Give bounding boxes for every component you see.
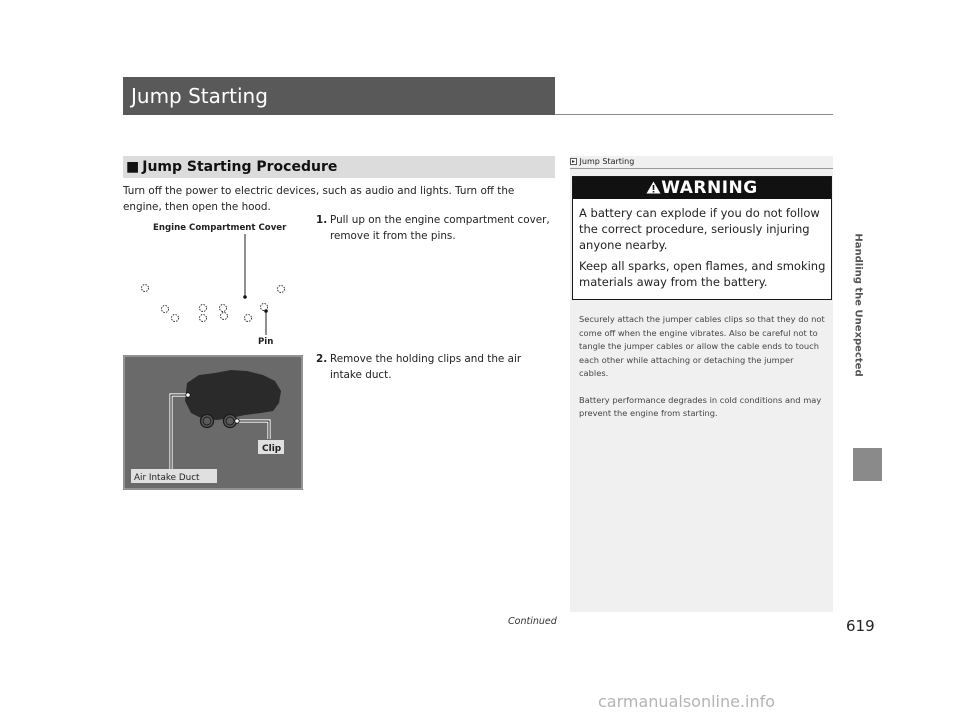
label-pin: Pin (258, 337, 274, 347)
note-battery-cold: Battery performance degrades in cold conditions and may prevent the engine from starting. (579, 394, 822, 418)
label-clip: Clip (262, 444, 282, 454)
intro-text: Turn off the power to electric devices, such as audio and lights. Turn off the engine, then open the hood. (123, 185, 515, 213)
warning-header (573, 177, 831, 199)
section-title: Jump Starting Procedure (142, 159, 338, 175)
step-text: Remove the holding clips and the air intake duct. (330, 353, 522, 381)
engine-cover-illustration (123, 214, 303, 349)
step-number: 2. (316, 353, 328, 365)
step-number: 1. (316, 214, 328, 226)
chapter-tab (848, 160, 868, 450)
step-text: Pull up on the engine compartment cover, remove it from the pins. (330, 214, 550, 242)
reference-icon (570, 158, 577, 165)
step-1 (316, 212, 556, 244)
sidebar-reference (570, 157, 634, 166)
sidebar-reference-title: Jump Starting (579, 157, 635, 166)
warning-text-2: Keep all sparks, open flames, and smoking materials away from the battery. (579, 259, 826, 289)
chapter-tab-label: Handling the Unexpected (852, 233, 864, 377)
warning-title: WARNING (661, 178, 758, 198)
label-air-intake-duct: Air Intake Duct (134, 473, 200, 483)
watermark: carmanualsonline.info (598, 692, 776, 711)
section-header (123, 156, 555, 178)
chapter-tab-marker (853, 448, 882, 481)
sidebar-rule (570, 168, 833, 169)
warning-text-1: A battery can explode if you do not follow the correct procedure, seriously injuring anyone nearby. (579, 206, 820, 252)
continued-label: Continued (508, 616, 557, 627)
page-number: 619 (846, 617, 875, 635)
title-rule (555, 114, 833, 115)
title-bar (123, 77, 555, 115)
sidebar-notes (579, 313, 825, 434)
air-intake-duct-illustration (123, 355, 303, 490)
note-jumper-cables: Securely attach the jumper cables clips so that they do not come off when the engine vibrates. Also be careful not to tangle the jumper cables or allow the cable ends to touch each other while attaching or detaching the jumper cables. (579, 314, 825, 378)
label-engine-compartment-cover: Engine Compartment Cover (153, 223, 287, 233)
step-2 (316, 351, 556, 383)
warning-triangle-icon (646, 181, 661, 194)
page-title: Jump Starting (131, 84, 268, 108)
section-marker: ■ (126, 159, 140, 175)
warning-box (572, 176, 832, 300)
